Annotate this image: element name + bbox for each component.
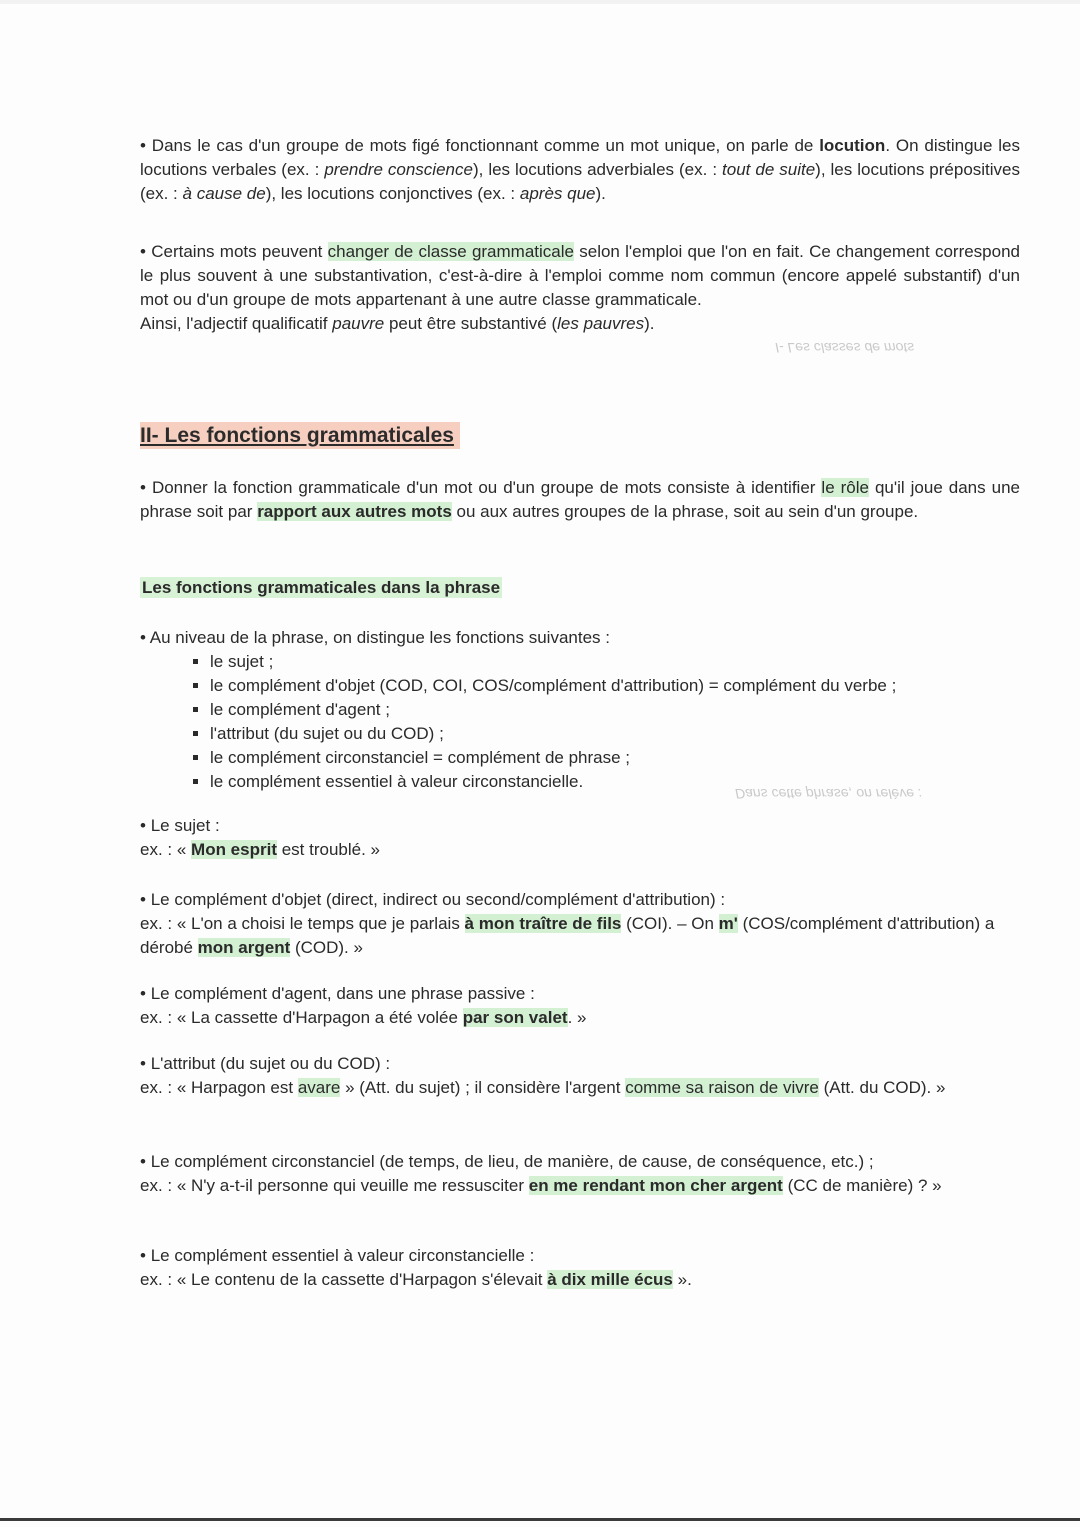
example-term: pauvre	[332, 314, 385, 333]
section-title-block	[140, 424, 1020, 449]
text: ex. : « N'y a-t-il personne qui veuille me ressusciter	[140, 1176, 529, 1195]
text: ex. : « L'on a choisi le temps que je parlais	[140, 914, 465, 933]
paragraph-substantivation: • Certains mots peuvent changer de classe grammaticale selon l'emploi que l'on en fait. Ce changement correspond le plus souvent à une substantivation, c'est-à-dire à l'emploi comme nom commun (encore appelé substantif) d'un mot ou d'un groupe de mots appartenant à une autre classe grammaticale. Ainsi, l'adjectif qualificatif pauvre peut être substantivé (les pauvres).	[140, 242, 1021, 333]
text: ex. : «	[140, 840, 192, 859]
example-circonstanciel: • Le complément circonstanciel (de temps, de lieu, de manière, de cause, de conséquence, etc.) ; ex. : « N'y a-t-il personne qui veuille me ressusciter en me rendant mon cher argent (CC de manière) ? »	[140, 1152, 942, 1195]
text: ).	[644, 314, 655, 333]
example-attribut: • L'attribut (du sujet ou du COD) : ex. : « Harpagon est avare » (Att. du sujet) ; il considère l'argent comme sa raison de vivre (Att. du COD). »	[140, 1054, 946, 1097]
text: » (Att. du sujet) ; il considère l'argent	[340, 1078, 626, 1097]
highlight: à mon traître de fils	[464, 914, 622, 933]
example-term: à cause de	[182, 184, 266, 203]
highlight: avare	[297, 1078, 341, 1097]
text: ex. : « Le contenu de la cassette d'Harpagon s'élevait	[140, 1270, 548, 1289]
example-heading: Le complément essentiel à valeur circonstancielle :	[150, 1246, 535, 1265]
text: qu'il joue dans une phrase soit par	[140, 478, 1020, 521]
example-term: prendre conscience	[324, 160, 473, 179]
highlight: en me rendant mon cher argent	[528, 1176, 783, 1195]
text: ex. : « Harpagon est	[140, 1078, 298, 1097]
highlight: le rôle	[821, 478, 869, 497]
list-intro: Au niveau de la phrase, on distingue les fonctions suivantes :	[149, 628, 610, 647]
example-heading: Le complément d'objet (direct, indirect ou second/complément d'attribution) :	[150, 890, 726, 909]
list-item: ▪ le complément d'objet (COD, COI, COS/complément d'attribution) = complément du verbe ;	[210, 674, 1020, 698]
list-item: ▪ l'attribut (du sujet ou du COD) ;	[210, 722, 1020, 746]
text: (COS/complément d'attribution) a dérobé	[140, 914, 995, 957]
text: ), les locutions conjonctives (ex. :	[265, 184, 520, 203]
highlight: changer de classe grammaticale	[327, 242, 574, 261]
text: ou aux autres groupes de la phrase, soit au sein d'un groupe.	[451, 502, 919, 521]
text: (CC de manière) ? »	[782, 1176, 942, 1195]
highlight: comme sa raison de vivre	[625, 1078, 819, 1097]
text: Ainsi, l'adjectif qualificatif	[140, 314, 333, 333]
text: ex. : « La cassette d'Harpagon a été volée	[140, 1008, 463, 1027]
highlight: mon argent	[197, 938, 291, 957]
example-heading: Le complément d'agent, dans une phrase passive :	[150, 984, 535, 1003]
text: Dans le cas d'un groupe de mots figé fonctionnant comme un mot unique, on parle de	[151, 136, 820, 155]
term-locution: locution	[819, 136, 886, 155]
list-item: ▪ le sujet ;	[210, 650, 1020, 674]
example-heading: Le complément circonstanciel (de temps, de lieu, de manière, de cause, de conséquence, etc.) ;	[150, 1152, 874, 1171]
highlight: par son valet	[462, 1008, 568, 1027]
subheading-block	[140, 576, 1020, 600]
example-term: après que	[519, 184, 596, 203]
text: . »	[567, 1008, 587, 1027]
example-heading: L'attribut (du sujet ou du COD) :	[150, 1054, 391, 1073]
example-term: tout de suite	[722, 160, 816, 179]
text: . On distingue les locutions verbales (ex. :	[140, 136, 1020, 179]
text: Certains mots peuvent	[151, 242, 328, 261]
functions-list-block: • Au niveau de la phrase, on distingue les fonctions suivantes : ▪ le sujet ; ▪ le complément d'objet (COD, COI, COS/complément d'attribution) = complément du verbe ; ▪ le complément d'agent ; ▪ l'attribut (du sujet ou du COD) ; ▪ le complément circonstanciel = complément de phrase ; ▪ le complément essentiel à valeur circonstancielle.	[140, 626, 1020, 794]
highlight: rapport aux autres mots	[257, 502, 452, 521]
highlight: à dix mille écus	[547, 1270, 673, 1289]
example-agent: • Le complément d'agent, dans une phrase passive : ex. : « La cassette d'Harpagon a été volée par son valet. »	[140, 984, 587, 1027]
bleed-through-text: I- Les classes de mots	[775, 340, 915, 356]
scan-bottom-edge	[0, 1518, 1080, 1521]
example-objet: • Le complément d'objet (direct, indirect ou second/complément d'attribution) : ex. : « L'on a choisi le temps que je parlais à mon traître de fils (COI). – On m' (COS/complément d'attribution) a dérobé mon argent (COD). »	[140, 890, 995, 957]
text: peut être substantivé (	[384, 314, 558, 333]
section-title: II- Les fonctions grammaticales	[140, 422, 460, 449]
text: (COI). – On	[621, 914, 719, 933]
paragraph-definition: • Donner la fonction grammaticale d'un mot ou d'un groupe de mots consiste à identifier le rôle qu'il joue dans une phrase soit par rapport aux autres mots ou aux autres groupes de la phrase, soit au sein d'un groupe.	[140, 478, 1020, 521]
text: ), les locutions prépositives (ex. :	[140, 160, 1021, 203]
list-item: ▪ le complément circonstanciel = complément de phrase ;	[210, 746, 1020, 770]
list-item: ▪ le complément d'agent ;	[210, 698, 1020, 722]
example-heading: Le sujet :	[150, 816, 220, 835]
functions-list	[140, 650, 1020, 794]
text: ».	[672, 1270, 692, 1289]
highlight: m'	[718, 914, 738, 933]
list-item: ▪ le complément essentiel à valeur circonstancielle.	[210, 770, 1020, 794]
text: (Att. du COD). »	[818, 1078, 946, 1097]
text: ), les locutions adverbiales (ex. :	[472, 160, 723, 179]
example-term: les pauvres	[557, 314, 645, 333]
text: Donner la fonction grammaticale d'un mot ou d'un groupe de mots consiste à identifier	[151, 478, 822, 497]
text: (COD). »	[290, 938, 363, 957]
paragraph-locutions: • Dans le cas d'un groupe de mots figé fonctionnant comme un mot unique, on parle de locution. On distingue les locutions verbales (ex. : prendre conscience), les locutions adverbiales (ex. : tout de suite), les locutions prépositives (ex. : à cause de), les locutions conjonctives (ex. : après que).	[140, 136, 1021, 203]
example-sujet: • Le sujet : ex. : « Mon esprit est troublé. »	[140, 816, 380, 859]
bleed-through-text: Dans cette phrase, on relève :	[735, 786, 922, 802]
text: ).	[595, 184, 606, 203]
scan-top-edge	[0, 0, 1080, 4]
text: selon l'emploi que l'on en fait. Ce changement correspond le plus souvent à une substantivation, c'est-à-dire à l'emploi comme nom commun (encore appelé substantif) d'un mot ou d'un groupe de mots appartenant à une autre classe grammaticale.	[140, 242, 1021, 309]
highlight: Mon esprit	[191, 840, 277, 859]
example-essentiel: • Le complément essentiel à valeur circonstancielle : ex. : « Le contenu de la cassette d'Harpagon s'élevait à dix mille écus ».	[140, 1246, 692, 1289]
subheading: Les fonctions grammaticales dans la phrase	[142, 578, 501, 597]
text: est troublé. »	[276, 840, 380, 859]
